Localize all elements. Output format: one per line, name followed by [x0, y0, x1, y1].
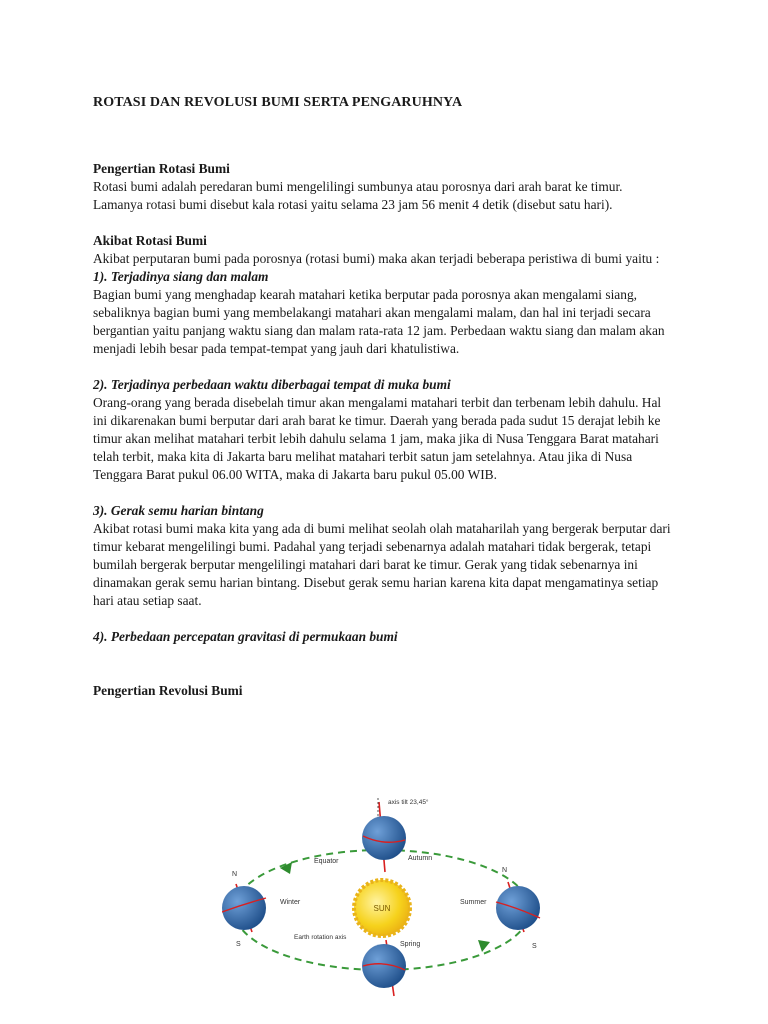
revolution-heading: Pengertian Revolusi Bumi — [93, 683, 243, 698]
effect-1-paragraph: Bagian bumi yang menghadap kearah matahari ketika berputar pada porosnya akan mengalami siang, sebaliknya bagian bumi yang membelakangi matahari akan mengalami malam, dan hal ini terjadi secara bergantian yaitu panjang waktu siang dan malam rata-rata 12 jam. Perbedaan waktu siang dan malam akan menjadi lebih besar pada tempat-tempat yang jauh dari khatulistiwa. — [93, 287, 665, 356]
earth-revolution-diagram — [222, 790, 552, 1024]
earth-rotation-axis-label: Earth rotation axis — [294, 934, 347, 941]
autumn-label: Autumn — [408, 855, 433, 862]
orbit-arrow-icon — [280, 862, 292, 874]
north-label-right: N — [502, 867, 508, 874]
rotation-heading: Pengertian Rotasi Bumi — [93, 161, 230, 176]
earth-spring-icon — [362, 940, 406, 996]
effect-1-title: 1). Terjadinya siang dan malam — [93, 269, 269, 284]
earth-autumn-icon — [362, 802, 406, 872]
effect-3-title: 3). Gerak semu harian bintang — [93, 503, 264, 518]
document-body — [93, 94, 673, 700]
effect-2-paragraph: Orang-orang yang berada disebelah timur akan mengalami matahari terbit dan terbenam lebih dahulu. Hal ini dikarenakan bumi berputar dari arah barat ke timur. Daerah yang berada pada sudut 15 derajat lebih ke timur akan melihat matahari terbit lebih dahulu selama 1 jam, maka jika di Nusa Tenggara Barat matahari telah terbit, maka kita di Jakarta baru melihat matahari terbit satun jam setelahnya. Atau jika di Nusa Tenggara Barat pukul 06.00 WITA, maka di Jakarta baru pukul 05.00 WIB. — [93, 395, 662, 482]
axis-tilt-label: axis tilt 23,45° — [388, 799, 429, 806]
effect-4-title: 4). Perbedaan percepatan gravitasi di permukaan bumi — [93, 629, 398, 644]
spring-label: Spring — [400, 941, 421, 948]
effects-intro: Akibat perputaran bumi pada porosnya (rotasi bumi) maka akan terjadi beberapa peristiwa di bumi yaitu : — [93, 251, 660, 266]
winter-label: Winter — [280, 899, 301, 906]
south-label-left: S — [236, 941, 241, 948]
equator-label: Equator — [314, 858, 339, 865]
north-label-left: N — [232, 871, 238, 878]
effect-3-paragraph: Akibat rotasi bumi maka kita yang ada di bumi melihat seolah olah mataharilah yang bergerak berputar dari timur kebarat mengelilingi bumi. Padahal yang terjadi sebenarnya adalah matahari tidak bergerak, tetapi bumilah bergerak berputar mengelilingi matahari dari barat ke timur. Gerak yang tidak sebenarnya ini dinamakan gerak semu harian bintang. Disebut gerak semu harian karena kita dapat mengamatinya setiap hari atau setiap saat. — [93, 521, 671, 608]
earth-summer-icon — [496, 882, 540, 932]
rotation-paragraph: Rotasi bumi adalah peredaran bumi mengelilingi sumbunya atau porosnya dari arah barat ke timur. Lamanya rotasi bumi disebut kala rotasi yaitu selama 23 jam 56 menit 4 detik (disebut satu hari). — [93, 179, 623, 212]
effect-2-title: 2). Terjadinya perbedaan waktu diberbagai tempat di muka bumi — [93, 377, 451, 392]
sun-label: SUN — [373, 904, 391, 913]
south-label-right: S — [532, 943, 537, 950]
effects-heading: Akibat Rotasi Bumi — [93, 233, 207, 248]
page-title: ROTASI DAN REVOLUSI BUMI SERTA PENGARUHNYA — [93, 95, 463, 110]
earth-winter-icon — [222, 884, 266, 932]
summer-label: Summer — [460, 899, 487, 906]
orbit-arrow-icon — [478, 940, 490, 952]
sun-icon — [354, 880, 410, 936]
